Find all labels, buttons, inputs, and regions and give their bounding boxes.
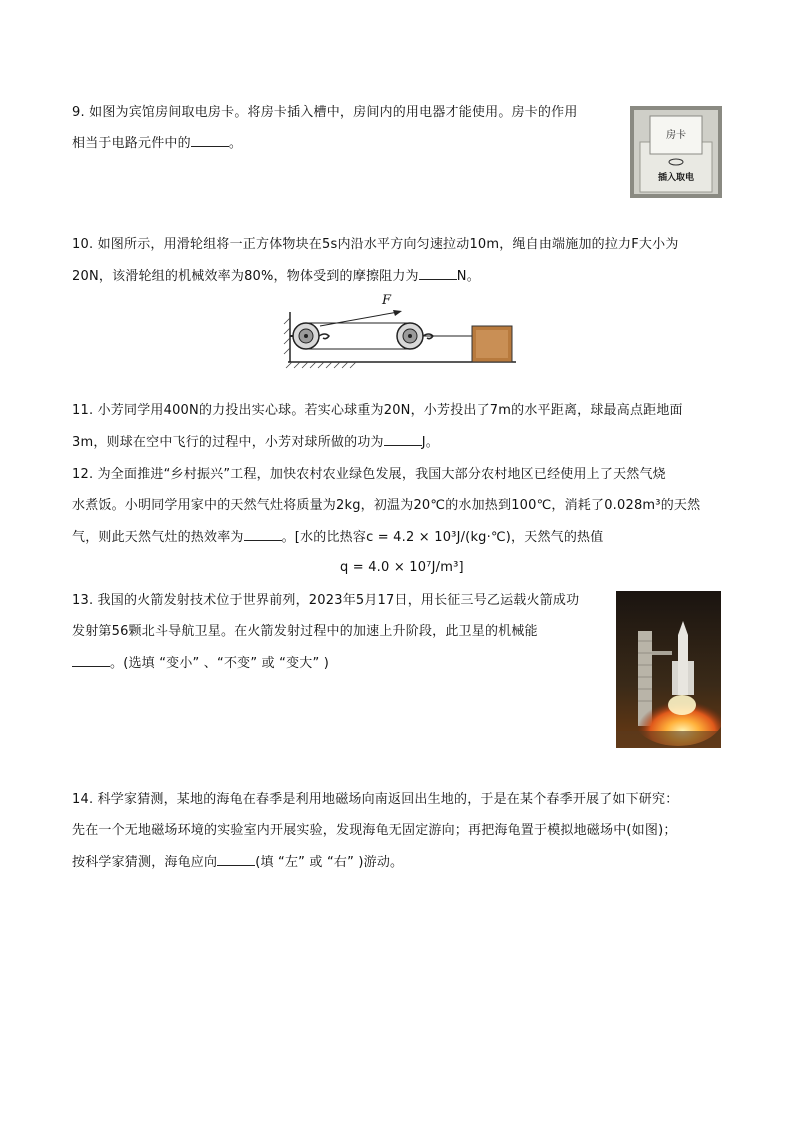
q12-line4: q = 4.0 × 10⁷J/m³] <box>340 560 464 575</box>
q10-line2 <box>72 267 480 286</box>
q11-line2-text: 3m，则球在空中飞行的过程中，小芳对球所做的功为 <box>72 435 384 450</box>
q11-line2-end: J。 <box>421 435 439 450</box>
rocket-launch-photo <box>616 591 721 748</box>
force-label: F <box>382 293 392 308</box>
q14-line3-text: 按科学家猜测，海龟应向 <box>72 855 218 870</box>
answer-blank <box>191 134 229 147</box>
q13-line3 <box>72 654 329 673</box>
q12-line2: 水煮饭。小明同学用家中的天然气灶将质量为2kg，初温为20℃的水加热到100℃，消耗了0.028m³的天然 <box>72 498 701 513</box>
answer-blank <box>384 433 422 446</box>
q10-line2-text: 20N，该滑轮组的机械效率为80%，物体受到的摩擦阻力为 <box>72 269 419 284</box>
q9-line2-text: 相当于电路元件中的 <box>72 136 191 151</box>
answer-blank <box>244 528 282 541</box>
q14-line3-end: (填 “左” 或 “右” )游动。 <box>255 855 404 870</box>
answer-blank <box>217 853 255 866</box>
q13-line3-text: 。(选填 “变小” 、“不变” 或 “变大” ) <box>110 656 330 671</box>
q12-line1: 12. 为全面推进“乡村振兴”工程，加快农村农业绿色发展，我国大部分农村地区已经使用上了天然气烧 <box>72 467 666 482</box>
q13-line2: 发射第56颗北斗导航卫星。在火箭发射过程中的加速上升阶段，此卫星的机械能 <box>72 624 538 639</box>
q10-line1: 10. 如图所示，用滑轮组将一正方体物块在5s内沿水平方向匀速拉动10m，绳自由端施加的拉力F大小为 <box>72 237 679 252</box>
q11-line2 <box>72 433 439 452</box>
q12-line3 <box>72 528 603 547</box>
q13-line1: 13. 我国的火箭发射技术位于世界前列，2023年5月17日，用长征三号乙运载火箭成功 <box>72 593 580 608</box>
answer-blank <box>72 654 110 667</box>
card-label: 房卡 <box>666 130 686 141</box>
q10-line2-end: N。 <box>456 269 480 284</box>
room-card-photo <box>630 106 722 198</box>
q14-line3 <box>72 853 403 872</box>
q9-line2 <box>72 134 242 153</box>
pulley-diagram <box>280 290 520 370</box>
q14-line2: 先在一个无地磁场环境的实验室内开展实验，发现海龟无固定游向；再把海龟置于模拟地磁场中(如图)； <box>72 823 677 838</box>
q9-line1: 9. 如图为宾馆房间取电房卡。将房卡插入槽中，房间内的用电器才能使用。房卡的作用 <box>72 105 578 120</box>
q9-line2-end: 。 <box>228 136 243 151</box>
q12-line3-text: 气，则此天然气灶的热效率为 <box>72 530 244 545</box>
slot-label: 插入取电 <box>657 173 695 183</box>
q14-line1: 14. 科学家猜测，某地的海龟在春季是利用地磁场向南返回出生地的，于是在某个春季开展了如下研究： <box>72 792 679 807</box>
q11-line1: 11. 小芳同学用400N的力投出实心球。若实心球重为20N，小芳投出了7m的水平距离，球最高点距地面 <box>72 403 683 418</box>
q12-line3-end: 。[水的比热容c = 4.2 × 10³J/(kg·℃)，天然气的热值 <box>281 530 604 545</box>
answer-blank <box>419 267 457 280</box>
